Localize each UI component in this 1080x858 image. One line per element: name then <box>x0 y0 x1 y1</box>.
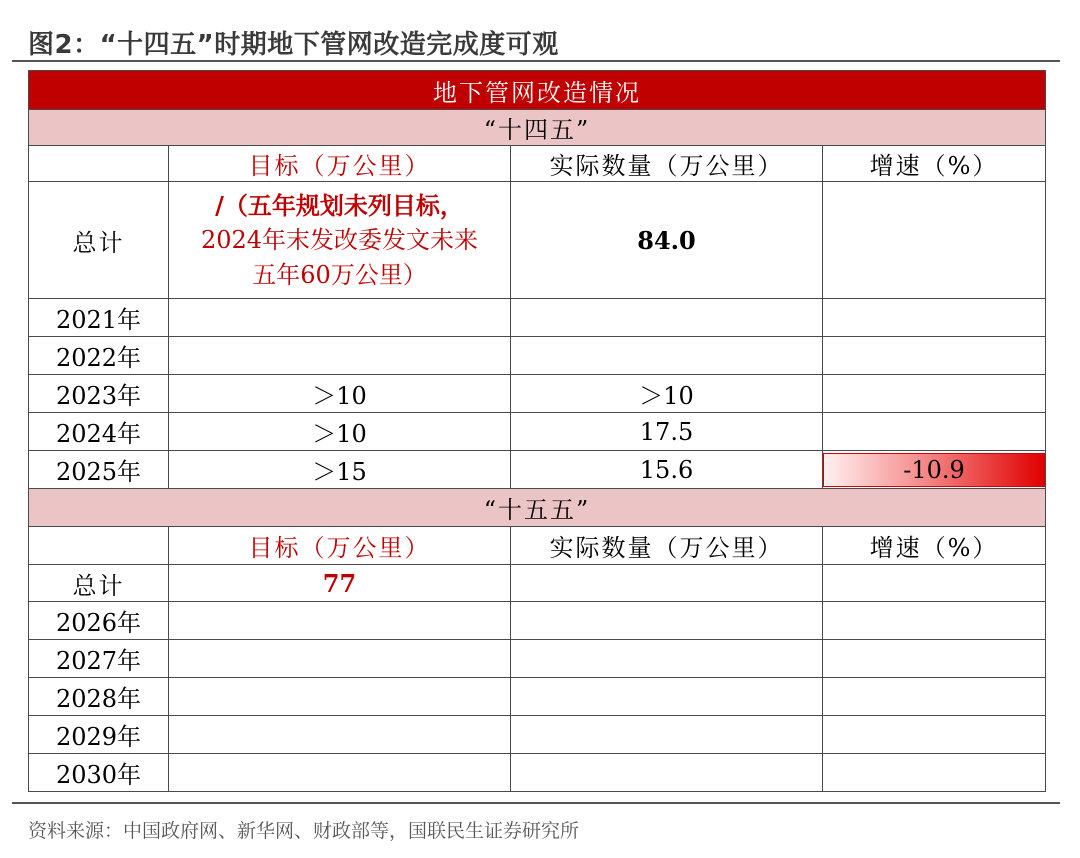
year-cell: 2030年 <box>29 754 169 792</box>
total-target: 77 <box>169 565 511 602</box>
figure-title: 图2：“十四五”时期地下管网改造完成度可观 <box>28 30 559 60</box>
total-label: 总计 <box>29 182 169 299</box>
total-row-15 <box>29 565 1046 602</box>
total-target <box>169 182 511 299</box>
pipe-network-table <box>28 70 1046 792</box>
source-note: 资料来源：中国政府网、新华网、财政部等，国联民生证券研究所 <box>28 820 580 842</box>
actual-cell: 15.6 <box>511 451 823 489</box>
growth-cell <box>823 299 1046 337</box>
source-divider <box>12 802 1060 804</box>
negative-growth-bar: -10.9 <box>823 453 1045 487</box>
growth-cell <box>823 716 1046 754</box>
actual-cell <box>511 299 823 337</box>
year-cell: 2023年 <box>29 375 169 413</box>
table-row <box>29 602 1046 640</box>
target-cell: ＞15 <box>169 451 511 489</box>
actual-cell <box>511 602 823 640</box>
actual-cell <box>511 678 823 716</box>
table-row <box>29 337 1046 375</box>
target-cell <box>169 337 511 375</box>
actual-cell <box>511 337 823 375</box>
actual-cell: ＞10 <box>511 375 823 413</box>
year-cell: 2027年 <box>29 640 169 678</box>
year-cell: 2022年 <box>29 337 169 375</box>
table-row <box>29 754 1046 792</box>
year-cell: 2026年 <box>29 602 169 640</box>
section-header-14 <box>29 110 1046 146</box>
year-cell: 2025年 <box>29 451 169 489</box>
header-actual: 实际数量（万公里） <box>511 527 823 565</box>
header-blank <box>29 146 169 182</box>
growth-cell <box>823 337 1046 375</box>
section-header-15 <box>29 489 1046 527</box>
growth-cell <box>823 602 1046 640</box>
target-cell <box>169 678 511 716</box>
title-divider <box>12 60 1060 62</box>
target-cell <box>169 602 511 640</box>
total-growth <box>823 182 1046 299</box>
actual-cell: 17.5 <box>511 413 823 451</box>
year-cell: 2024年 <box>29 413 169 451</box>
section-label-15: “十五五” <box>29 489 1046 527</box>
target-cell <box>169 754 511 792</box>
total-target-line1: /（五年规划未列目标， <box>215 190 464 220</box>
actual-cell <box>511 754 823 792</box>
year-cell: 2021年 <box>29 299 169 337</box>
total-label: 总计 <box>29 565 169 602</box>
table-row <box>29 375 1046 413</box>
target-cell <box>169 299 511 337</box>
table-row <box>29 716 1046 754</box>
target-cell: ＞10 <box>169 375 511 413</box>
year-cell: 2028年 <box>29 678 169 716</box>
total-actual: 84.0 <box>511 182 823 299</box>
column-header-row-15 <box>29 527 1046 565</box>
table-title: 地下管网改造情况 <box>29 71 1046 110</box>
header-growth: 增速（%） <box>823 146 1046 182</box>
target-cell <box>169 640 511 678</box>
total-target-line3: 五年60万公里） <box>252 260 427 289</box>
growth-cell <box>823 451 1046 489</box>
column-header-row-14 <box>29 146 1046 182</box>
growth-cell <box>823 375 1046 413</box>
actual-cell <box>511 716 823 754</box>
target-cell <box>169 716 511 754</box>
header-growth: 增速（%） <box>823 527 1046 565</box>
table-title-row <box>29 71 1046 110</box>
table-row <box>29 640 1046 678</box>
total-row-14 <box>29 182 1046 299</box>
actual-cell <box>511 640 823 678</box>
table-row <box>29 451 1046 489</box>
year-cell: 2029年 <box>29 716 169 754</box>
growth-cell <box>823 413 1046 451</box>
target-cell: ＞10 <box>169 413 511 451</box>
section-label-14: “十四五” <box>29 110 1046 146</box>
table-row <box>29 299 1046 337</box>
growth-cell <box>823 640 1046 678</box>
growth-cell <box>823 754 1046 792</box>
header-target: 目标（万公里） <box>169 527 511 565</box>
table-row <box>29 413 1046 451</box>
total-target-line2: 2024年末发改委发文未来 <box>200 225 479 254</box>
growth-cell <box>823 678 1046 716</box>
header-blank <box>29 527 169 565</box>
total-growth <box>823 565 1046 602</box>
table-row <box>29 678 1046 716</box>
total-actual <box>511 565 823 602</box>
header-actual: 实际数量（万公里） <box>511 146 823 182</box>
header-target: 目标（万公里） <box>169 146 511 182</box>
